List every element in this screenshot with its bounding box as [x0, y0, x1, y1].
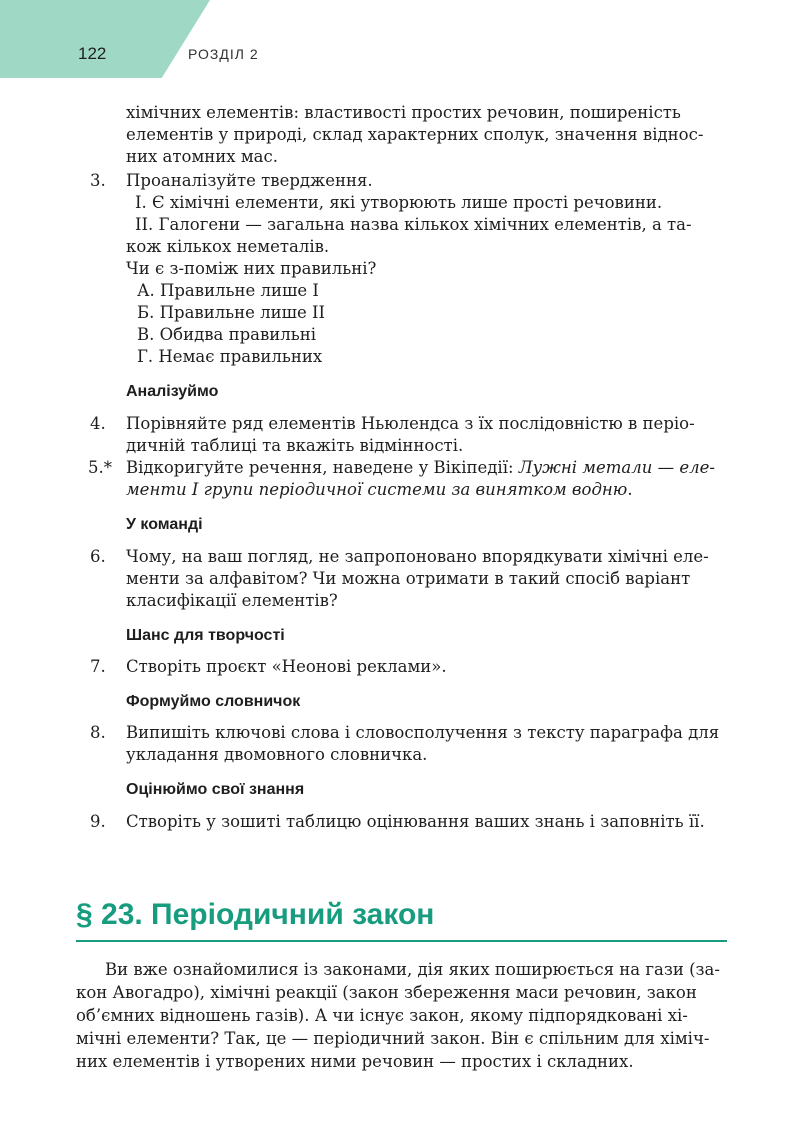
q3-option-d: Г. Немає правильних: [137, 347, 323, 366]
subhead-team: У команді: [126, 516, 203, 533]
q3-line: кож кількох неметалів.: [126, 237, 330, 256]
q3-option-a: А. Правильне лише І: [137, 281, 319, 300]
question-number-8: 8.: [90, 723, 106, 742]
q9-line: Створіть у зошиті таблицю оцінювання ваших знань і заповніть її.: [126, 812, 705, 831]
q4-line: дичній таблиці та вкажіть відмінності.: [126, 436, 464, 455]
chapter-paragraph-line: Ви вже ознайомилися із законами, дія яких поширюється на гази (за-: [105, 960, 720, 979]
q8-line: укладання двомовного словничка.: [126, 745, 428, 764]
q8-line: Випишіть ключові слова і словосполучення з тексту параграфа для: [126, 723, 720, 742]
chapter-paragraph-line: об’ємних відношень газів). А чи існує закон, якому підпорядковані хі-: [76, 1006, 688, 1025]
q3-statement-1: І. Є хімічні елементи, які утворюють лише прості речовини.: [135, 193, 663, 212]
header-band: [0, 0, 210, 78]
q5-italic-quote: Лужні метали — еле-: [518, 458, 715, 477]
q5-italic-quote: менти І групи періодичної системи за винятком водню: [126, 480, 628, 499]
subhead-assess: Оцінюймо свої знання: [126, 781, 305, 798]
q5-line: [126, 457, 715, 479]
q5-period: .: [627, 480, 633, 499]
question-number-4: 4.: [90, 414, 106, 433]
question-number-6: 6.: [90, 547, 106, 566]
chapter-paragraph-line: мічні елементи? Так, це — періодичний закон. Він є спільним для хіміч-: [76, 1029, 710, 1048]
subhead-dictionary: Формуймо словничок: [126, 693, 301, 710]
q5-plain-text: Відкоригуйте речення, наведене у Вікіпедії:: [126, 458, 519, 477]
q6-line: Чому, на ваш погляд, не запропоновано впорядкувати хімічні еле-: [126, 547, 709, 566]
chapter-title: § 23. Періодичний закон: [76, 898, 435, 931]
chapter-divider: [76, 940, 727, 942]
q7-line: Створіть проєкт «Неонові реклами».: [126, 657, 447, 676]
subhead-analyze: Аналізуймо: [126, 383, 219, 400]
intro-line: хімічних елементів: властивості простих речовин, поширеність: [126, 103, 681, 122]
chapter-paragraph-line: кон Авогадро), хімічні реакції (закон збереження маси речовин, закон: [76, 983, 697, 1002]
question-number-9: 9.: [90, 812, 106, 831]
page-number: 122: [78, 44, 107, 63]
subhead-creative: Шанс для творчості: [126, 627, 285, 644]
q6-line: менти за алфавітом? Чи можна отримати в такий спосіб варіант: [126, 569, 691, 588]
q5-line: [126, 479, 633, 501]
question-number-7: 7.: [90, 657, 106, 676]
q4-line: Порівняйте ряд елементів Ньюлендса з їх послідовністю в перiо-: [126, 414, 695, 433]
q3-option-c: В. Обидва правильні: [137, 325, 317, 344]
intro-line: них атомних мас.: [126, 147, 278, 166]
question-number-3: 3.: [90, 171, 106, 190]
q3-question: Чи є з-поміж них правильні?: [126, 259, 377, 278]
q6-line: класифікації елементів?: [126, 591, 338, 610]
intro-line: елементів у природі, склад характерних сполук, значення віднос-: [126, 125, 704, 144]
q3-line: Проаналізуйте твердження.: [126, 171, 373, 190]
chapter-paragraph-line: них елементів і утворених ними речовин — простих і складних.: [76, 1052, 634, 1071]
q3-option-b: Б. Правильне лише ІІ: [137, 303, 326, 322]
question-number-5: 5.*: [88, 458, 112, 477]
section-label: РОЗДІЛ 2: [188, 46, 259, 62]
q3-statement-2: ІІ. Галогени — загальна назва кількох хімічних елементів, а та-: [135, 215, 692, 234]
